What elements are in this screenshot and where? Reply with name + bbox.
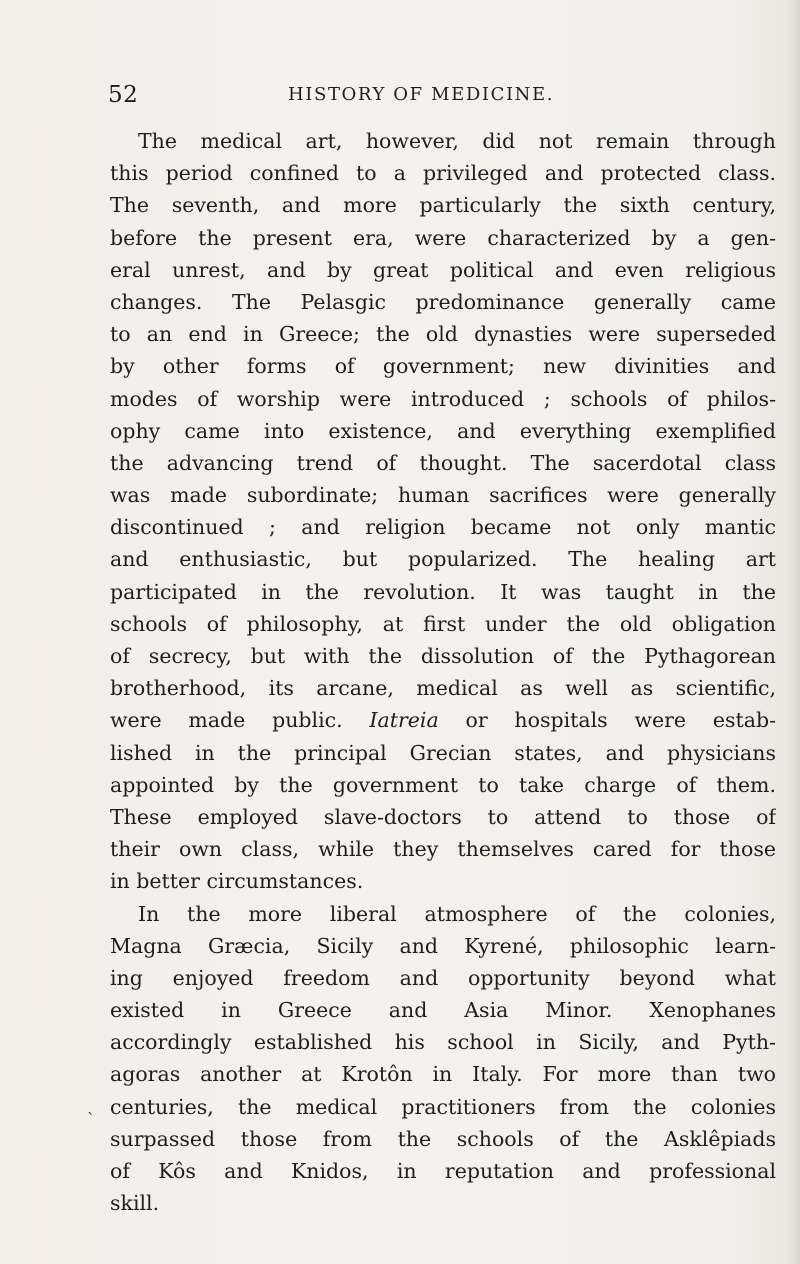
- text-segment: were made public.: [110, 708, 343, 733]
- italic-term: Iatreia: [369, 708, 439, 733]
- text-line: and enthusiastic, but popularized. The healing art: [110, 547, 776, 572]
- text-line-mixed: [110, 704, 776, 736]
- text-line: These employed slave-doctors to attend to those of: [110, 804, 776, 829]
- body-text: [110, 125, 776, 1219]
- text-line: appointed by the government to take charge of them.: [110, 772, 776, 797]
- text-line: discontinued ; and religion became not only mantic: [110, 515, 776, 540]
- text-line: before the present era, were characterized by a gen-: [110, 225, 776, 250]
- text-line: brotherhood, its arcane, medical as well as scientific,: [110, 676, 776, 701]
- text-line: schools of philosophy, at first under the old obligation: [110, 611, 776, 636]
- text-segment: or hospitals were estab-: [465, 708, 776, 733]
- text-line: eral unrest, and by great political and even religious: [110, 257, 776, 282]
- margin-mark: `: [87, 1110, 95, 1129]
- text-line: Magna Græcia, Sicily and Kyrené, philosophic learn-: [110, 933, 776, 958]
- text-line: existed in Greece and Asia Minor. Xenophanes: [110, 998, 776, 1023]
- running-head: HISTORY OF MEDICINE.: [288, 84, 555, 105]
- page-header: [108, 82, 748, 112]
- text-line: their own class, while they themselves cared for those: [110, 837, 776, 862]
- text-line: ing enjoyed freedom and opportunity beyond what: [110, 965, 776, 990]
- text-line: to an end in Greece; the old dynasties were superseded: [110, 322, 776, 347]
- text-line: in better circumstances.: [110, 869, 364, 894]
- text-line: modes of worship were introduced ; schools of philos-: [110, 386, 776, 411]
- text-line: agoras another at Krotôn in Italy. For more than two: [110, 1062, 776, 1087]
- text-line: surpassed those from the schools of the Asklêpiads: [110, 1126, 776, 1151]
- text-line: centuries, the medical practitioners from the colonies: [110, 1094, 776, 1119]
- text-line: of Kôs and Knidos, in reputation and professional: [110, 1159, 776, 1183]
- text-line: lished in the principal Grecian states, and physicians: [110, 740, 776, 765]
- text-line: ophy came into existence, and everything exemplified: [110, 418, 776, 443]
- text-line: by other forms of government; new divinities and: [110, 354, 776, 379]
- text-line: accordingly established his school in Sicily, and Pyth-: [110, 1030, 776, 1055]
- text-line: this period confined to a privileged and protected class.: [110, 161, 776, 186]
- text-line: was made subordinate; human sacrifices were generally: [110, 483, 776, 508]
- page-edge-shadow: [786, 0, 800, 1264]
- text-line: participated in the revolution. It was taught in the: [110, 579, 776, 604]
- page-number: 52: [108, 82, 139, 108]
- text-line: changes. The Pelasgic predominance generally came: [110, 289, 776, 314]
- text-line: The seventh, and more particularly the sixth century,: [110, 193, 776, 218]
- text-line: skill.: [110, 1191, 160, 1216]
- text-line: The medical art, however, did not remain through: [138, 129, 776, 153]
- text-line: of secrecy, but with the dissolution of the Pythagorean: [110, 644, 776, 668]
- text-line: In the more liberal atmosphere of the colonies,: [138, 901, 776, 926]
- text-line: the advancing trend of thought. The sacerdotal class: [110, 450, 776, 475]
